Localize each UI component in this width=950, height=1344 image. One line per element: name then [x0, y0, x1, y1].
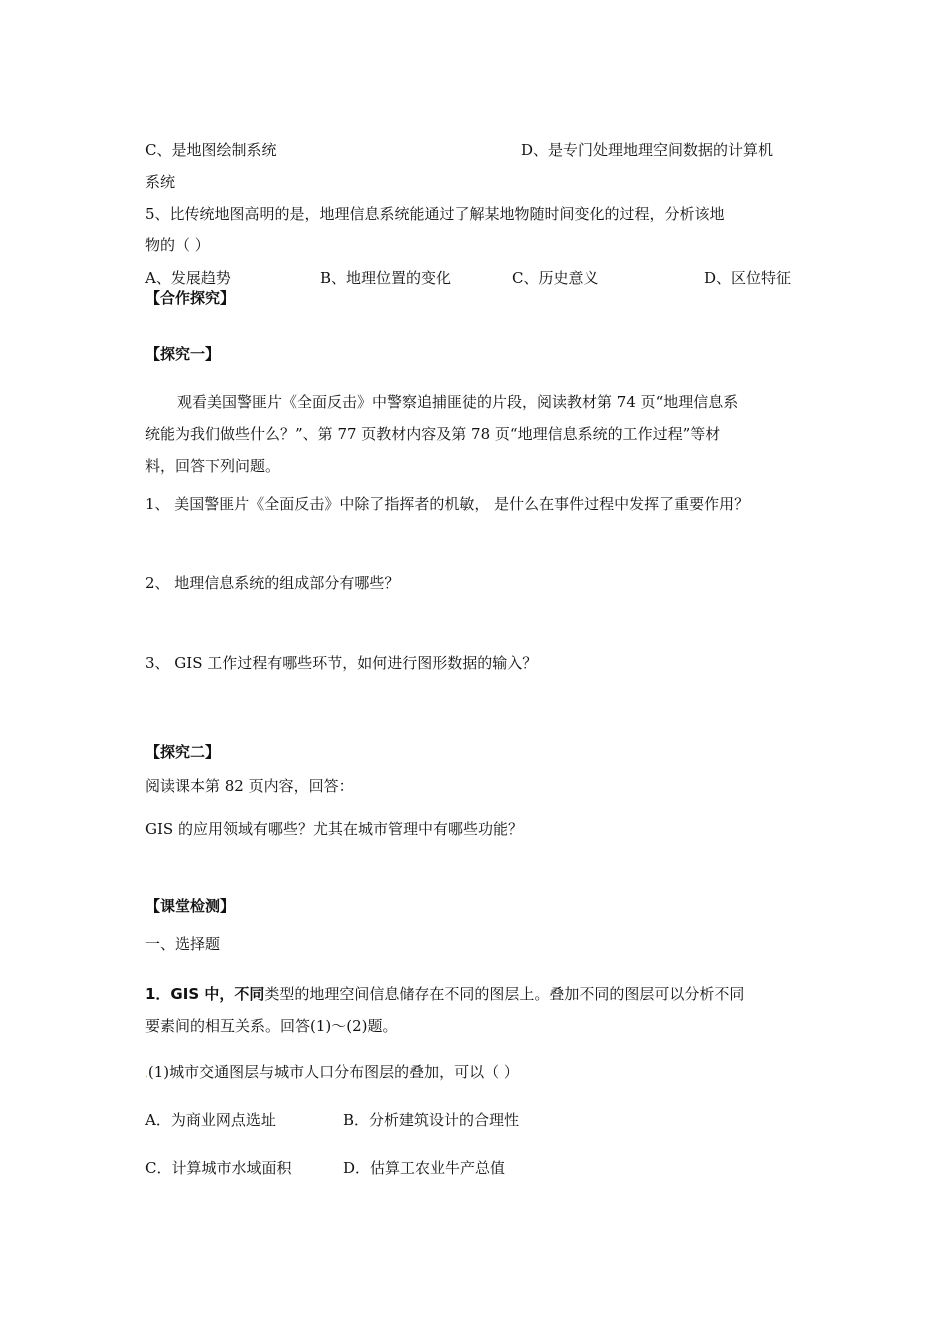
- explore-two-question: GIS 的应用领域有哪些？尤其在城市管理中有哪些功能？: [145, 820, 523, 838]
- check-question-1-line1: [145, 984, 744, 1004]
- explore-one-heading: 【探究一】: [145, 345, 221, 363]
- q5-stem-line2: 物的（ ）: [145, 236, 210, 254]
- cooperative-inquiry-heading: 【合作探究】: [145, 289, 236, 307]
- q5-option-a: A、发展趋势: [145, 269, 231, 287]
- q5-option-d: D、区位特征: [704, 269, 792, 287]
- explore-one-para-line3: 料，回答下列问题。: [145, 457, 281, 475]
- edit-mark-icon: .: [145, 1070, 148, 1080]
- q4-option-c: C、是地图绘制系统: [145, 141, 277, 159]
- q4-option-d-continued: 系统: [145, 173, 176, 191]
- explore-one-question-3: 3、 GIS 工作过程有哪些环节，如何进行图形数据的输入？: [145, 654, 538, 672]
- explore-two-intro: 阅读课本第 82 页内容，回答：: [145, 777, 354, 795]
- q5-option-b: B、地理位置的变化: [320, 269, 452, 287]
- check-question-1-text: 类型的地理空间信息储存在不同的图层上。叠加不同的图层可以分析不同: [264, 985, 745, 1003]
- q4-option-d: D、是专门处理地理空间数据的计算机: [521, 141, 774, 159]
- check-subquestion-1-stem: (1)城市交通图层与城市人口分布图层的叠加，可以（ ）: [147, 1063, 519, 1081]
- explore-one-question-2: 2、 地理信息系统的组成部分有哪些？: [145, 574, 400, 592]
- explore-one-question-1: 1、 美国警匪片《全面反击》中除了指挥者的机敏， 是什么在事件过程中发挥了重要作用？: [145, 495, 750, 513]
- check-question-1-bold: 1．GIS 中，不同: [145, 985, 265, 1003]
- check-option-d: D．估算工农业牛产总值: [343, 1159, 506, 1177]
- q5-stem-line1: 5、比传统地图高明的是，地理信息系统能通过了解某地物随时间变化的过程，分析该地: [145, 205, 725, 223]
- check-question-1-line2: 要素间的相互关系。回答(1)～(2)题。: [145, 1017, 398, 1035]
- explore-one-para-line2: 统能为我们做些什么？”、第 77 页教材内容及第 78 页“地理信息系统的工作过程”等材: [145, 425, 721, 443]
- explore-two-heading: 【探究二】: [145, 743, 221, 761]
- explore-one-para-line1: 观看美国警匪片《全面反击》中警察追捕匪徒的片段，阅读教材第 74 页“地理信息系: [177, 393, 739, 411]
- check-option-c: C．计算城市水域面积: [145, 1159, 292, 1177]
- q5-option-c: C、历史意义: [512, 269, 599, 287]
- check-option-a: A．为商业网点选址: [145, 1111, 276, 1129]
- class-check-heading: 【课堂检测】: [145, 897, 236, 915]
- multiple-choice-section-title: 一、选择题: [145, 935, 221, 953]
- check-subquestion-1: [145, 1062, 519, 1085]
- check-option-b: B．分析建筑设计的合理性: [343, 1111, 520, 1129]
